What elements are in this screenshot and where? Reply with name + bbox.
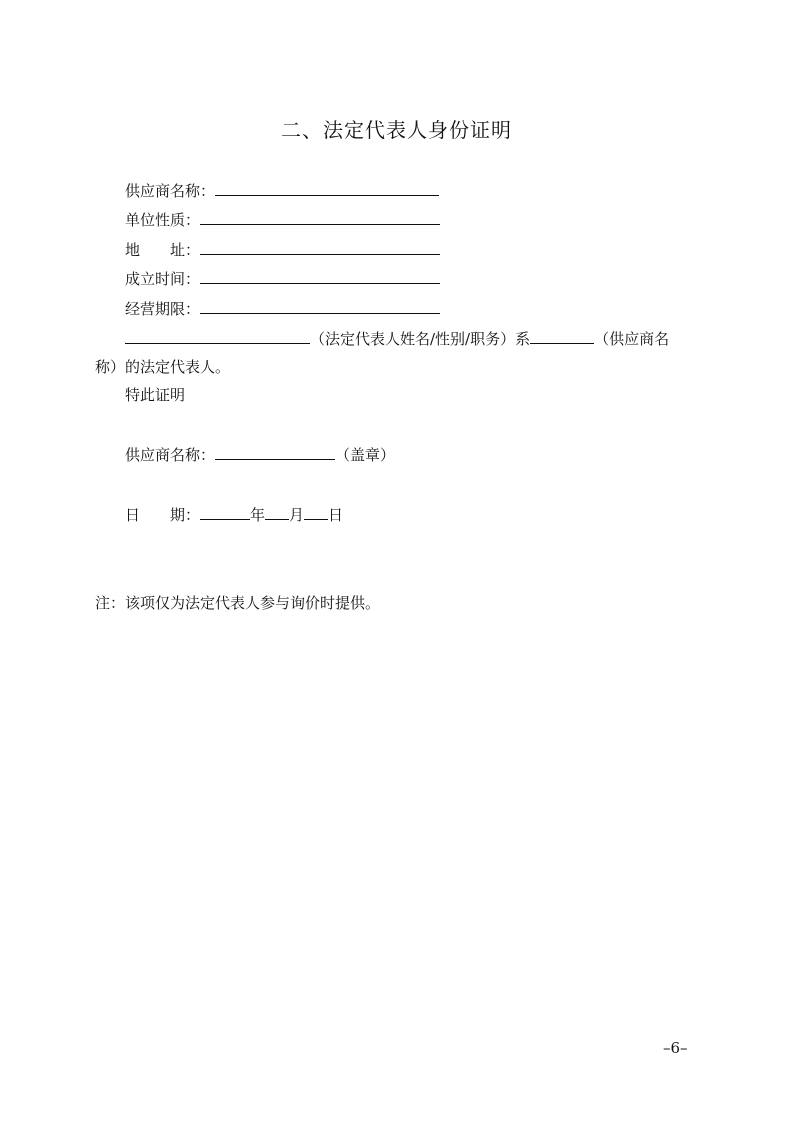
signature-line [125,443,395,466]
page-title: 二、法定代表人身份证明 [281,118,512,142]
statement-continuation: 称）的法定代表人。 [95,358,231,376]
field-label: 单位性质： [125,211,201,229]
date-line [125,503,343,526]
blank-line[interactable] [125,327,310,344]
month-text: 月 [289,506,305,524]
field-label: 成立时间： [125,270,201,288]
blank-line[interactable] [530,327,594,344]
blank-line[interactable] [200,503,250,520]
blank-line[interactable] [304,503,328,520]
blank-line[interactable] [265,503,289,520]
field-label: 经营期限： [125,300,201,318]
statement-middle-text: （法定代表人姓名/性别/职务）系 [310,330,531,348]
blank-line[interactable] [200,208,440,225]
year-text: 年 [250,506,266,524]
certify-text: 特此证明 [125,386,186,404]
blank-line[interactable] [200,238,440,255]
statement-end-text: （供应商名 [594,330,670,348]
field-supplier-name [125,179,439,202]
blank-line[interactable] [200,267,440,284]
blank-line[interactable] [215,443,335,460]
field-business-term [125,297,440,320]
signature-label: 供应商名称： [125,446,216,464]
date-label: 日 期： [125,506,201,524]
field-label: 地 址： [125,241,201,259]
field-address [125,238,440,261]
field-established-time [125,267,440,290]
seal-text: （盖章） [335,446,396,464]
blank-line[interactable] [215,179,439,196]
day-text: 日 [328,506,344,524]
field-unit-nature [125,208,440,231]
field-label: 供应商名称： [125,182,216,200]
statement-line [125,327,669,350]
page-number: –6– [663,1039,688,1057]
note-text: 注：该项仅为法定代表人参与询价时提供。 [95,594,381,612]
blank-line[interactable] [200,297,440,314]
